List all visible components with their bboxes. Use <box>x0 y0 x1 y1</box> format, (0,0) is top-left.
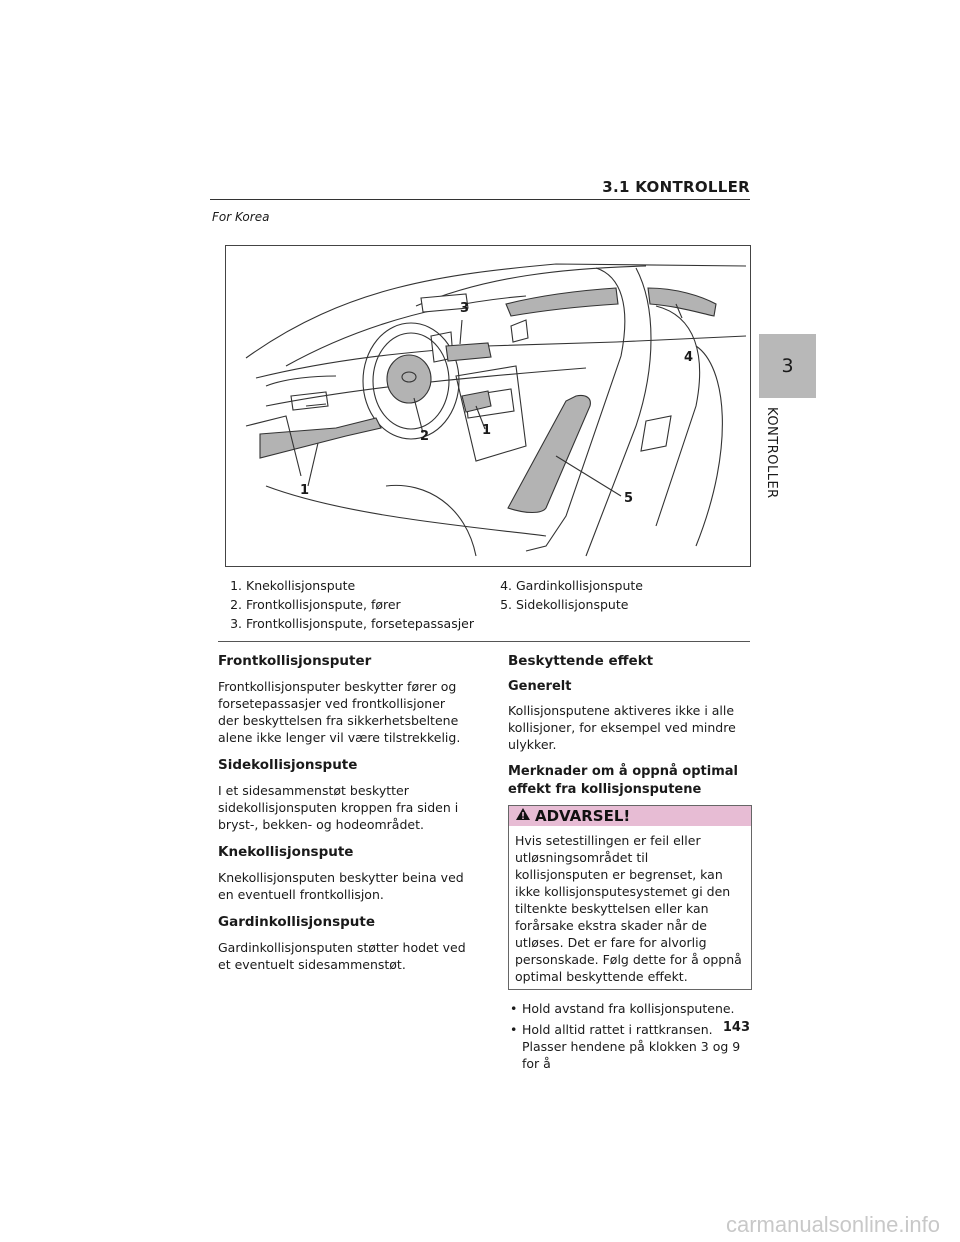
right-column <box>508 652 752 1076</box>
subheading-general: Generelt <box>508 679 572 694</box>
legend-right <box>488 577 748 615</box>
legend-item: 3. Frontkollisjonspute, forsetepassasjer <box>246 615 488 632</box>
list-item: • Hold alltid rattet i rattkransen. Plasser hendene på klokken 3 og 9 for å <box>522 1021 752 1072</box>
general-text: Kollisjonsputene aktiveres ikke i alle kollisjoner, for eksempel ved mindre ulykker. <box>508 703 736 752</box>
warning-label: ADVARSEL! <box>535 806 631 825</box>
airbag-illustration <box>225 245 751 567</box>
callout-3: 3 <box>460 301 470 316</box>
section-heading-protection: Beskyttende effekt <box>508 653 654 669</box>
legend-item: 1. Knekollisjonspute <box>246 577 488 594</box>
chapter-number: 3 <box>781 355 794 377</box>
subheading-notes: Merknader om å oppnå optimal effekt fra kollisjonsputene <box>508 764 738 797</box>
chapter-tab <box>759 334 816 398</box>
legend-item: 5. Sidekollisjonspute <box>516 596 748 613</box>
section-heading-knee: Knekollisjonspute <box>218 844 354 860</box>
market-variant: For Korea <box>212 210 270 224</box>
warning-text: Hvis setestillingen er feil eller utløsningsområdet til kollisjonsputen er begrenset, kan ikke kollisjonsputesystemet gi den tiltenkte beskyttelsen eller kan forårsake ekstra skader når de utløses. Det er fare for alvorlig personskade. Følg dette for å oppnå optimal beskyttende effekt. <box>515 833 742 984</box>
header-rule <box>210 199 750 200</box>
warning-box <box>508 805 752 990</box>
section-divider <box>218 641 750 642</box>
section-heading-side: Sidekollisjonspute <box>218 757 358 773</box>
legend-item: 2. Frontkollisjonspute, fører <box>246 596 488 613</box>
callout-1-center: 1 <box>482 423 492 438</box>
instruction-list <box>508 1000 752 1072</box>
callout-5: 5 <box>624 491 634 506</box>
chapter-title: 3.1 KONTROLLER <box>602 178 750 196</box>
section-text-front: Frontkollisjonsputer beskytter fører og forsetepassasjer ved frontkollisjoner der beskyttelsen fra sikkerhetsbeltene alene ikke lenger vil være tilstrekkelig. <box>218 679 461 745</box>
legend-item: 4. Gardinkollisjonspute <box>516 577 748 594</box>
section-heading-curtain: Gardinkollisjonspute <box>218 914 375 930</box>
section-text-knee: Knekollisjonsputen beskytter beina ved en eventuell frontkollisjon. <box>218 870 464 902</box>
callout-4: 4 <box>684 350 694 365</box>
section-heading-front: Frontkollisjonsputer <box>218 653 372 669</box>
section-text-curtain: Gardinkollisjonsputen støtter hodet ved et eventuelt sidesammenstøt. <box>218 940 466 972</box>
callout-1-left: 1 <box>300 483 310 498</box>
list-item: • Hold avstand fra kollisjonsputene. <box>522 1000 752 1017</box>
left-column <box>218 652 468 983</box>
legend-left <box>218 577 488 634</box>
warning-header <box>509 806 751 826</box>
warning-triangle-icon <box>515 807 531 825</box>
chapter-side-label: KONTROLLER <box>764 407 779 499</box>
watermark: carmanualsonline.info <box>725 1212 940 1237</box>
section-text-side: I et sidesammenstøt beskytter sidekollisjonsputen kroppen fra siden i bryst-, bekken- og hodeområdet. <box>218 783 459 832</box>
page-number: 143 <box>722 1020 750 1035</box>
callout-2: 2 <box>420 429 430 444</box>
